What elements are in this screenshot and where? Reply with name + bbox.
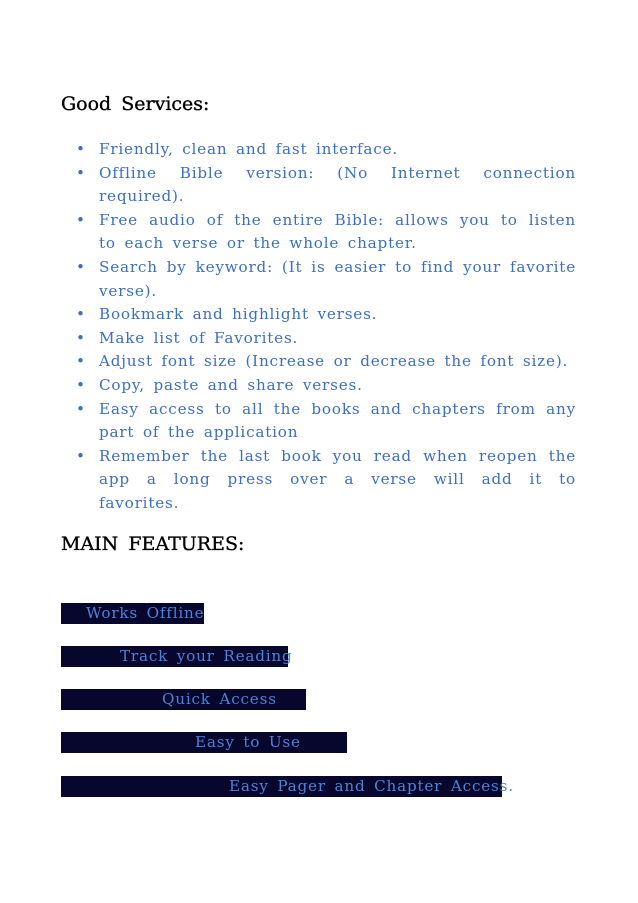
- list-item: • Bookmark and highlight verses.: [76, 303, 576, 327]
- feature-label: Track your Reading: [120, 647, 293, 665]
- list-item: • Remember the last book you read when reopen the app a long press over a verse will add it to favorites.: [76, 446, 576, 512]
- feature-label: Works Offline: [86, 604, 205, 622]
- feature-bar-easy-pager: [61, 776, 514, 797]
- list-item: • Copy, paste and share verses.: [76, 374, 576, 398]
- list-item: • Free audio of the entire Bible: allows you to listen to each verse or the whole chapter.: [76, 210, 576, 253]
- bullet-icon: •: [76, 163, 86, 182]
- bullet-icon: •: [76, 328, 86, 347]
- bullet-icon: •: [76, 352, 86, 371]
- main-features-heading: MAIN FEATURES:: [61, 533, 245, 555]
- bullet-icon: •: [76, 446, 86, 465]
- bullet-icon: •: [76, 210, 86, 229]
- good-services-heading: Good Services:: [61, 93, 210, 115]
- list-item: • Easy access to all the books and chapters from any part of the application: [76, 399, 576, 442]
- feature-bar-works-offline: [61, 603, 204, 624]
- feature-bar-quick-access: [61, 689, 306, 710]
- list-item: • Adjust font size (Increase or decrease the font size).: [76, 350, 576, 374]
- feature-label: Easy Pager and Chapter Access.: [229, 777, 514, 795]
- bullet-icon: •: [76, 375, 86, 394]
- feature-bar-track-reading: [61, 646, 293, 667]
- feature-label: Easy to Use: [195, 733, 301, 751]
- list-item: • Friendly, clean and fast interface.: [76, 138, 576, 162]
- bullet-icon: •: [76, 140, 86, 158]
- bullet-icon: •: [76, 399, 86, 418]
- bullet-icon: •: [76, 305, 86, 324]
- good-services-list: [76, 138, 576, 516]
- list-item: • Offline Bible version: (No Internet connection required).: [76, 163, 576, 206]
- list-item: • Make list of Favorites.: [76, 327, 576, 351]
- feature-bar-easy-to-use: [61, 732, 347, 753]
- list-item: • Search by keyword: (It is easier to find your favorite verse).: [76, 257, 576, 300]
- bullet-icon: •: [76, 257, 86, 276]
- feature-label: Quick Access: [162, 690, 277, 708]
